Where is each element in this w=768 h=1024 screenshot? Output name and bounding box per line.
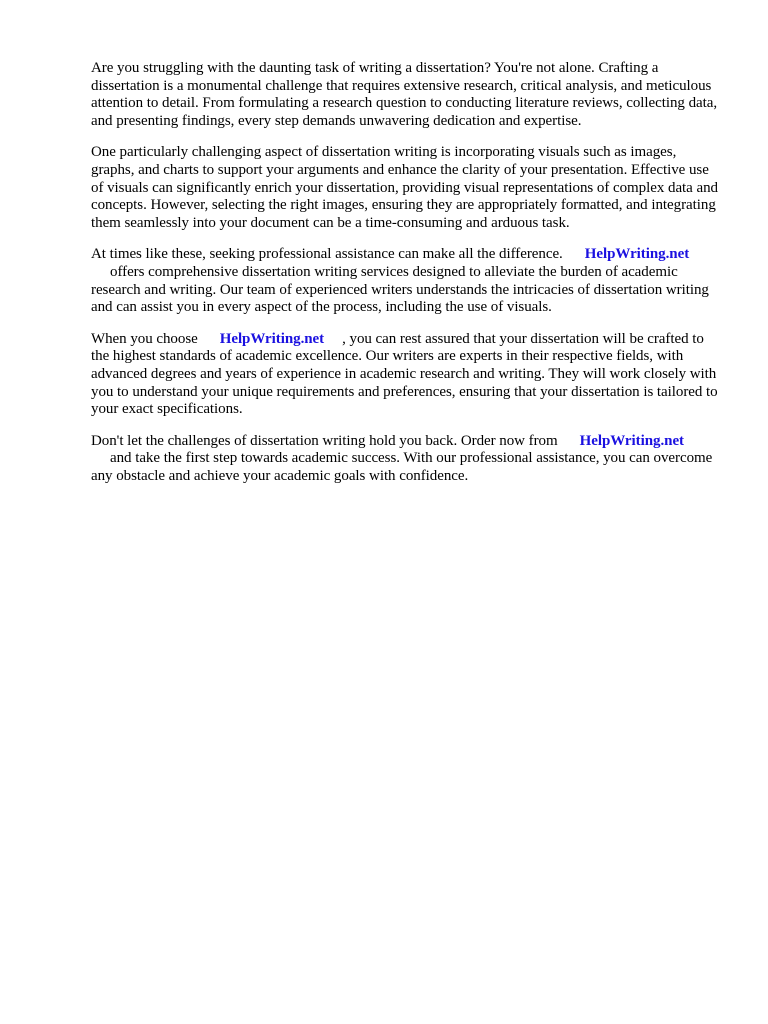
document-page bbox=[91, 60, 721, 499]
paragraph-visuals bbox=[91, 144, 721, 232]
paragraph-assistance-text-start: At times like these, seeking professional assistance can make all the difference. bbox=[91, 246, 563, 263]
paragraph-intro bbox=[91, 60, 721, 130]
paragraph-intro-text: Are you struggling with the daunting task of writing a dissertation? You're not alone. Crafting a dissertation is a monumental challenge that requires extensive research, critical analysis, and meticulous attention to detail. From formulating a research question to conducting literature reviews, collecting data, and presenting findings, every step demands unwavering dedication and expertise. bbox=[91, 60, 718, 129]
helpwriting-link-3[interactable]: HelpWriting.net bbox=[579, 432, 684, 449]
helpwriting-link-2[interactable]: HelpWriting.net bbox=[219, 330, 325, 347]
paragraph-order-text-end: and take the first step towards academic success. With our professional assistance, you can overcome any obstacle and achieve your academic goals with confidence. bbox=[91, 450, 713, 484]
paragraph-choose-text-start: When you choose bbox=[91, 330, 198, 347]
paragraph-choose-text-end: , you can rest assured that your dissertation will be crafted to the highest standards of academic excellence. Our writers are experts in their respective fields, with advanced degrees and years of experience in academic research and writing. They will work closely with you to understand your unique requirements and preferences, ensuring that your dissertation is tailored to your exact specifications. bbox=[91, 330, 718, 418]
paragraph-choose bbox=[91, 331, 721, 419]
paragraph-order bbox=[91, 433, 721, 486]
paragraph-assistance-text-end: offers comprehensive dissertation writing services designed to alleviate the burden of academic research and writing. Our team of experienced writers understands the intricacies of dissertation writing and can assist you in every aspect of the process, including the use of visuals. bbox=[91, 263, 709, 316]
helpwriting-link-1[interactable]: HelpWriting.net bbox=[584, 246, 690, 263]
paragraph-visuals-text: One particularly challenging aspect of dissertation writing is incorporating visuals such as images, graphs, and charts to support your arguments and enhance the clarity of your presentation. Effective use of visuals can significantly enrich your dissertation, providing visual representations of complex data and concepts. However, selecting the right images, ensuring they are appropriately formatted, and integrating them seamlessly into your document can be a time-consuming and arduous task. bbox=[91, 144, 718, 231]
paragraph-assistance bbox=[91, 246, 721, 316]
paragraph-order-text-start: Don't let the challenges of dissertation writing hold you back. Order now from bbox=[91, 432, 558, 449]
